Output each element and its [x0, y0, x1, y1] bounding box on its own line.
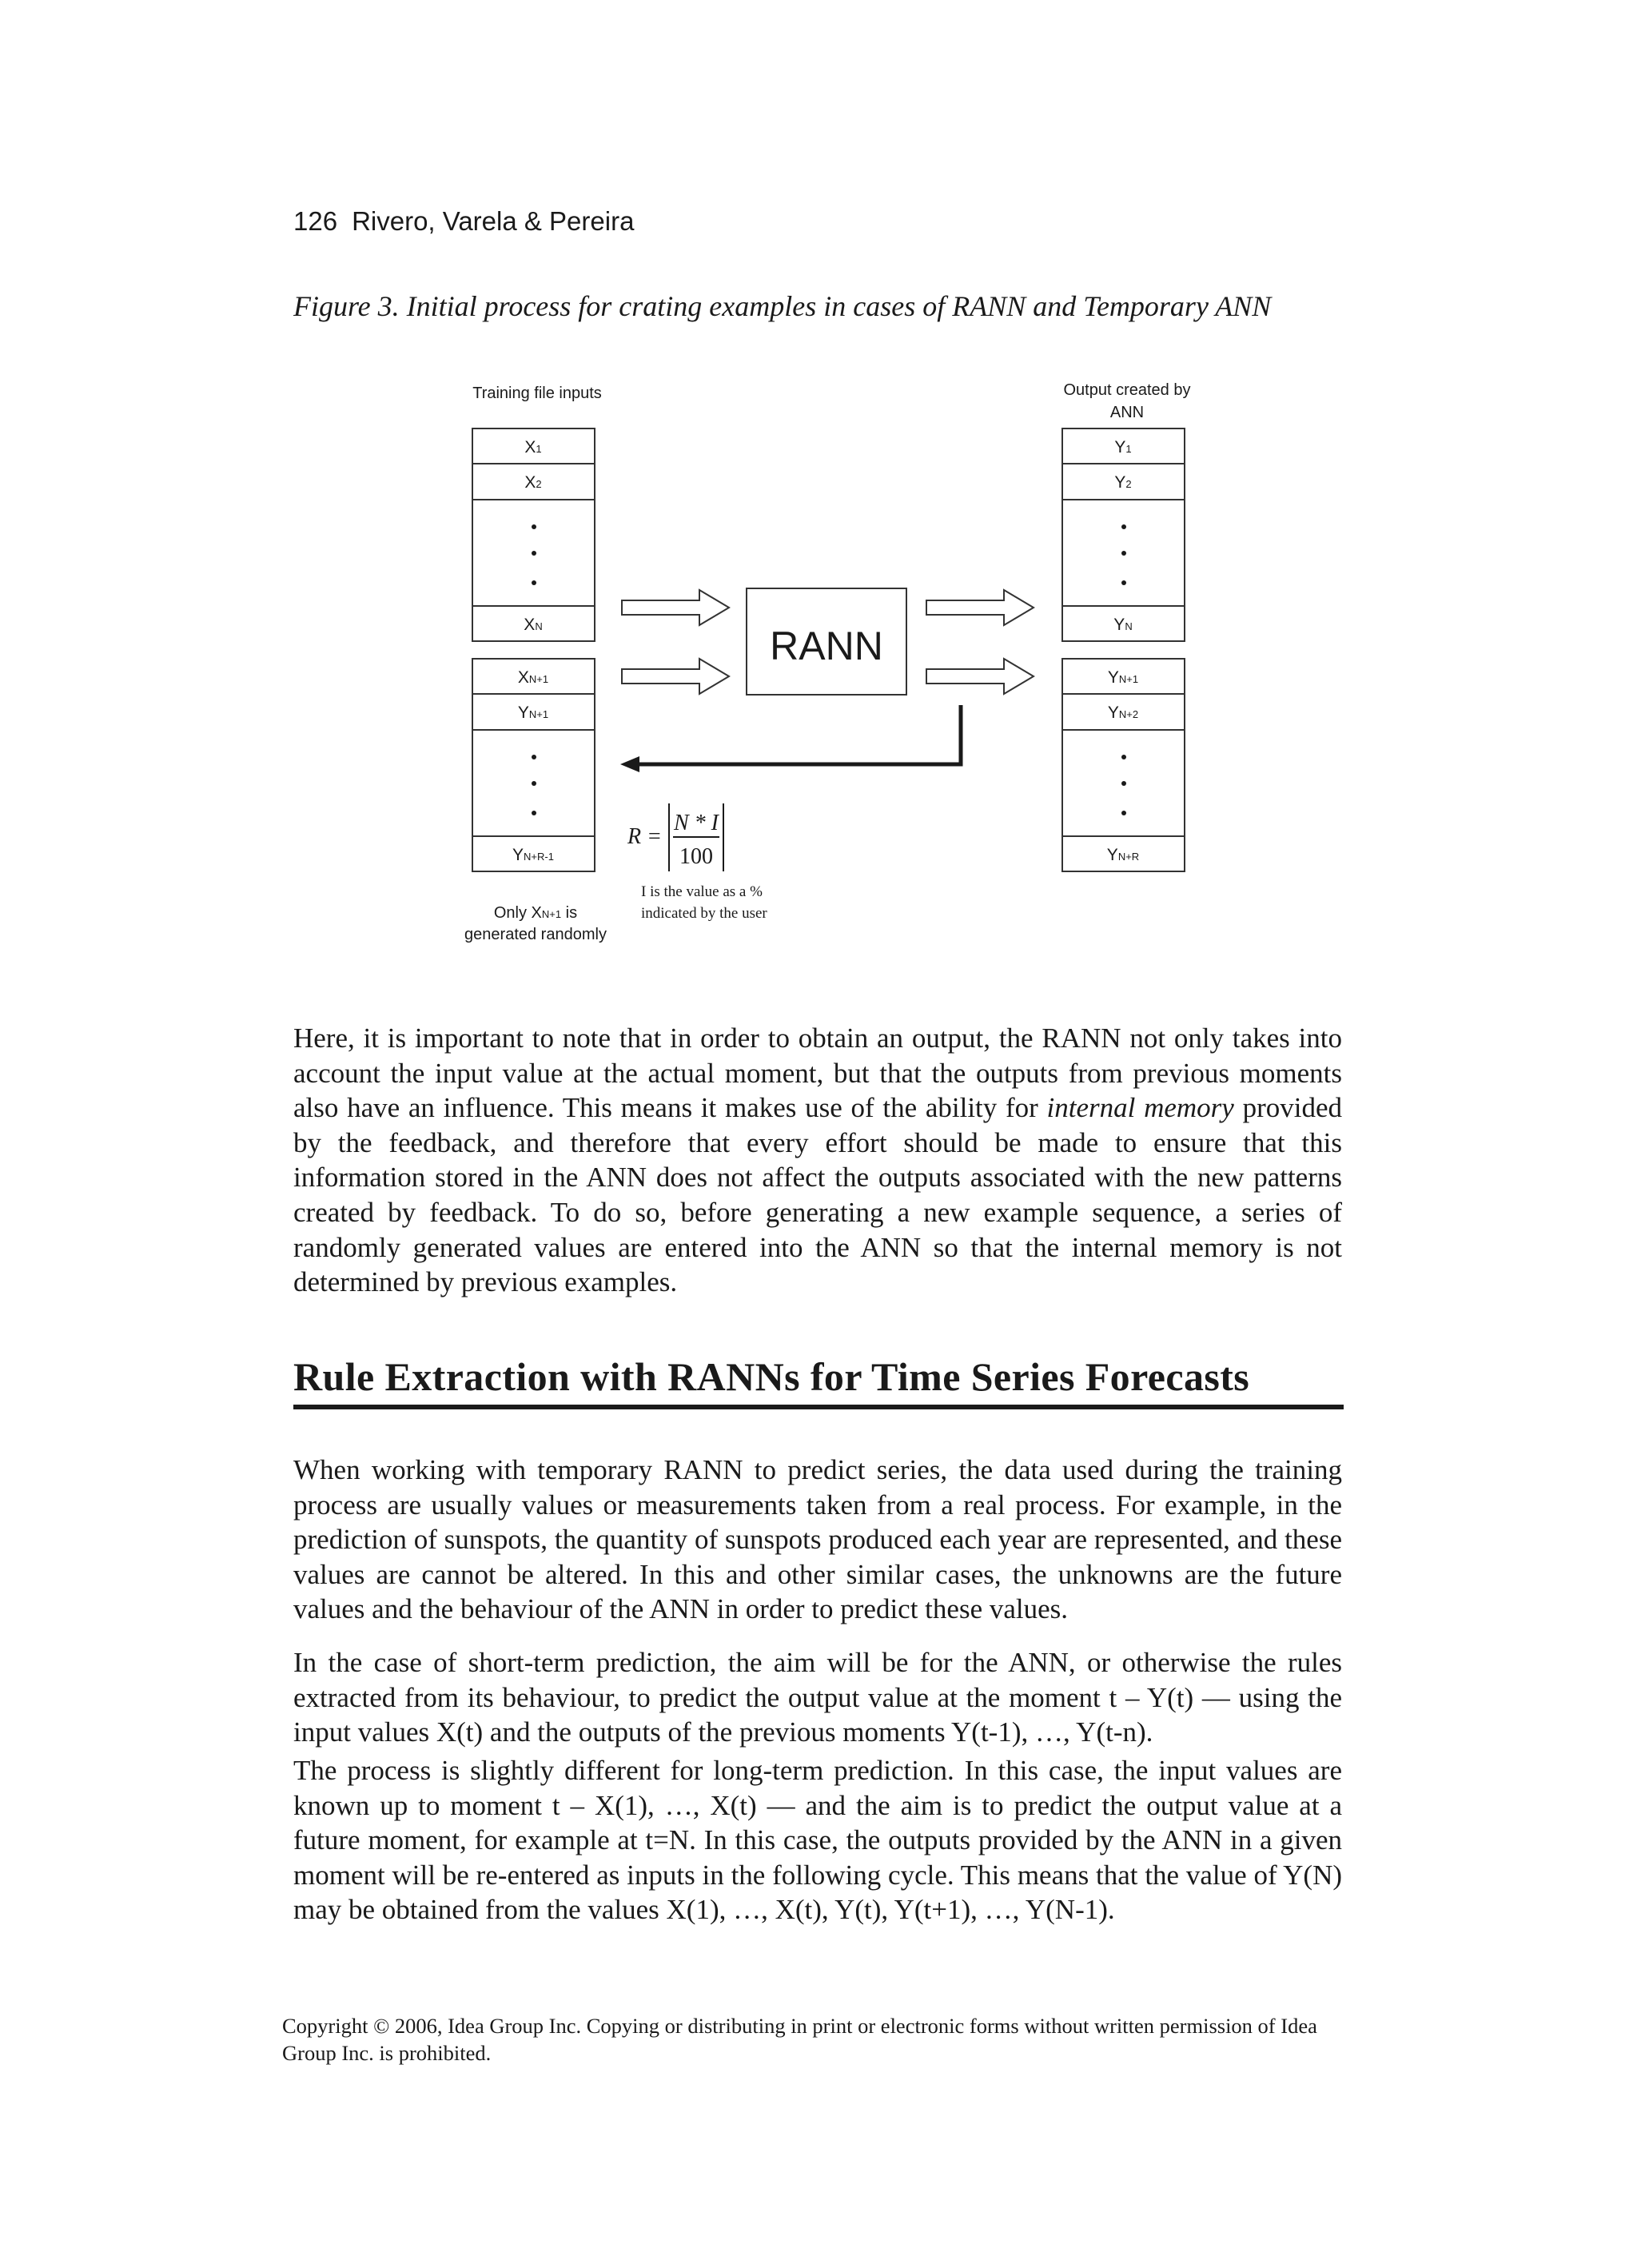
cell-x2: X2	[524, 473, 542, 492]
figure-caption: Figure 3. Initial process for crating examples in cases of RANN and Temporary ANN	[293, 290, 1272, 322]
right-column-label-line1: Output created by	[1063, 381, 1191, 399]
emphasis-internal-memory: internal memory	[1046, 1092, 1234, 1124]
cell-ynr1: YN+R-1	[512, 846, 554, 864]
left-column-label: Training file inputs	[472, 385, 602, 402]
cell-x1: X1	[524, 438, 542, 456]
random-note-line1: Only XN+1 is	[493, 904, 578, 922]
arrow-output-2	[926, 659, 1034, 694]
section-heading-rule	[293, 1405, 1344, 1409]
body-paragraph-1: Here, it is important to note that in order to obtain an output, the RANN not only takes into account the input value at the actual moment, but that the outputs from previous moments also have an influence. This means it makes use of the ability for internal memory provided by the feedback, and therefore that every effort should be made to ensure that this information stored in the ANN does not affect the outputs associated with the new patterns created by feedback. To do so, before generating a new example sequence, a series of randomly generated values are entered into the ANN so that the internal memory is not determined by previous examples.	[293, 1022, 1342, 1298]
cell-y2: Y2	[1114, 473, 1132, 492]
section-heading: Rule Extraction with RANNs for Time Series Forecasts	[293, 1354, 1250, 1399]
cell-ynr: YN+R	[1106, 846, 1140, 864]
formula-numerator: N * I	[674, 811, 719, 835]
diagram-svg	[0, 0, 1637, 1039]
random-note-line2: generated randomly	[464, 926, 607, 943]
figure-diagram	[0, 0, 1637, 1039]
cell-yn1-left: YN+1	[517, 704, 549, 722]
body-paragraph-4: The process is slightly different for long-term prediction. In this case, the input values are known up to moment t – X(1), …, X(t) — and the aim is to predict the output value at a future moment, for example at t=N. In this case, the outputs provided by the ANN in a given moment will be re-entered as inputs in the following cycle. This means that the value of Y(N) may be obtained from the values X(1), …, X(t), Y(t), Y(t+1), …, Y(N-1).	[293, 1755, 1342, 1926]
right-column-label-line2: ANN	[1109, 404, 1145, 421]
running-head-authors: Rivero, Varela & Pereira	[352, 206, 635, 236]
random-note	[464, 904, 607, 943]
cell-yn2: YN+2	[1107, 704, 1139, 722]
formula-denominator: 100	[679, 844, 713, 869]
feedback-arrow	[620, 705, 961, 772]
arrow-input-2	[622, 659, 729, 694]
body-paragraph-2: When working with temporary RANN to predict series, the data used during the training process are usually values or measurements taken from a real process. For example, in the prediction of sunspots, the quantity of sunspots produced each year are represented, and these values are cannot be altered. In this and other similar cases, the unknowns are the future values and the behaviour of the ANN in order to predict these values.	[293, 1454, 1342, 1625]
formula-lhs: R =	[627, 824, 662, 849]
cell-yn1-right: YN+1	[1107, 668, 1139, 687]
cell-xn1: XN+1	[517, 668, 549, 687]
arrow-output-1	[926, 590, 1034, 625]
rann-label: RANN	[770, 624, 883, 668]
cell-yn: YN	[1113, 616, 1133, 634]
cell-y1: Y1	[1114, 438, 1132, 456]
copyright-notice: Copyright © 2006, Idea Group Inc. Copying or distributing in print or electronic forms without written permission of Idea Group Inc. is prohibited.	[282, 2014, 1317, 2065]
page-number: 126	[293, 206, 338, 236]
right-bottom-column	[1062, 659, 1185, 871]
right-top-column	[1062, 428, 1185, 641]
cell-xn: XN	[524, 616, 543, 634]
left-top-column	[472, 428, 595, 641]
formula-note-line2: indicated by the user	[641, 905, 767, 922]
formula-note-line1: I is the value as a %	[641, 883, 763, 900]
formula	[627, 803, 767, 922]
arrow-input-1	[622, 590, 729, 625]
ellipsis-dots	[532, 524, 1126, 815]
left-bottom-column	[472, 659, 595, 871]
body-paragraph-3: In the case of short-term prediction, the aim will be for the ANN, or otherwise the rules extracted from its behaviour, to predict the output value at the moment t – Y(t) — using the input values X(t) and the outputs of the previous moments Y(t-1), …, Y(t-n).	[293, 1647, 1342, 1748]
